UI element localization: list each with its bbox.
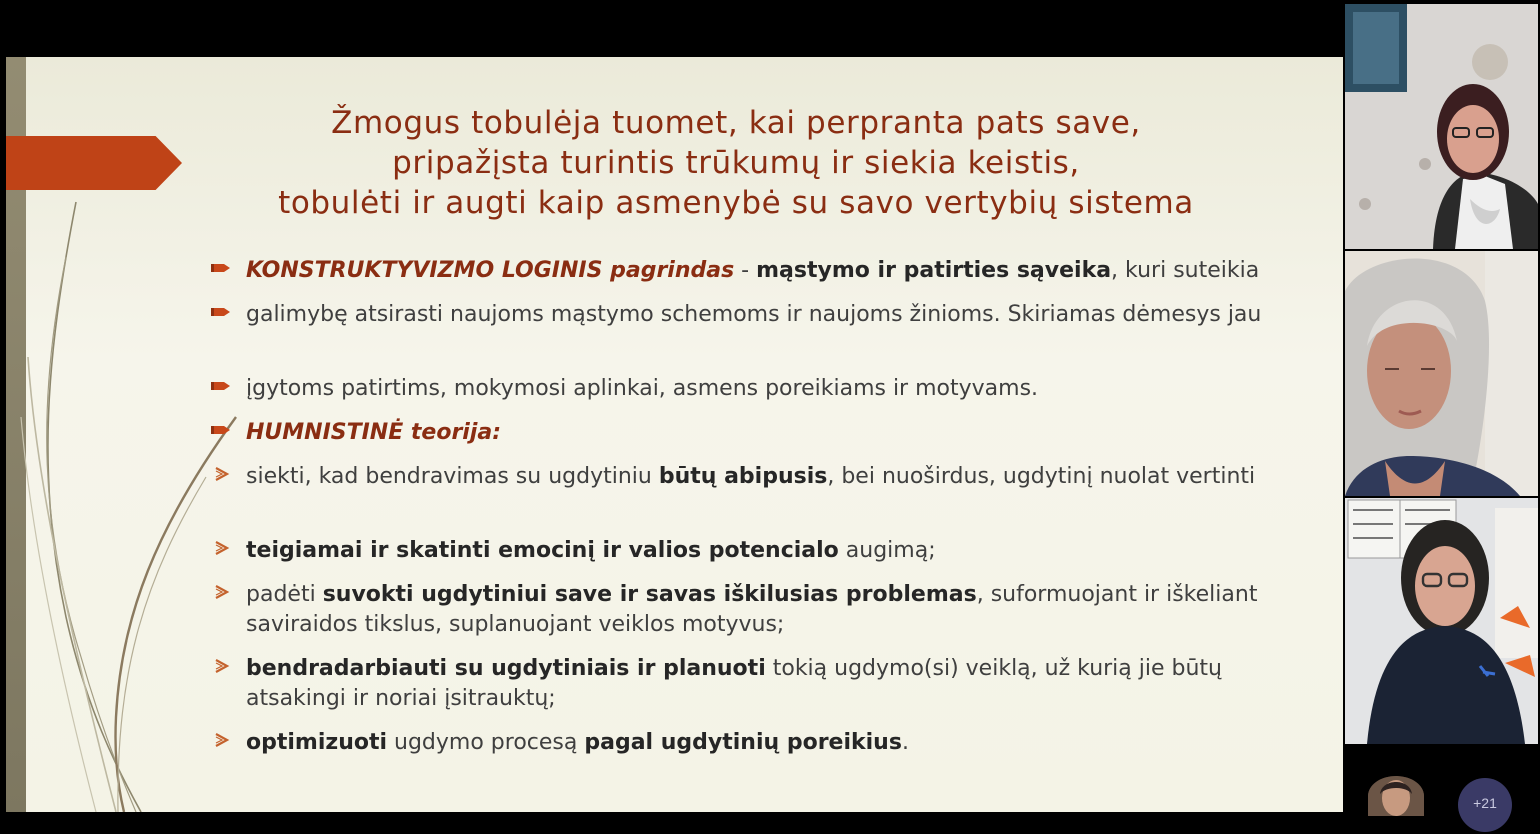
- participant-video-tile[interactable]: [1345, 498, 1538, 744]
- bullet-text-part: optimizuoti: [246, 730, 388, 755]
- bullet-text-part: ugdymo procesą: [387, 730, 585, 755]
- arrow-bullet-icon: [211, 582, 233, 602]
- bullet-item: [211, 300, 1301, 330]
- bullet-text-part: tokią ugdymo(si) veiklą, už kurią jie būtų atsakingi ir noriai įsitrauktų;: [246, 656, 1222, 711]
- pencil-bullet-icon: [211, 376, 233, 396]
- slide-title-line: pripažįsta turintis trūkumų ir siekia keistis,: [392, 145, 1080, 181]
- bullet-text: [246, 728, 1301, 758]
- bullet-item: [211, 580, 1301, 640]
- bullet-text-part: , suformuojant ir iškeliant saviraidos tikslus, suplanuojant veiklos motyvus;: [246, 582, 1258, 637]
- participant-video-3: [1345, 498, 1538, 744]
- bullet-text-part: suvokti ugdytiniui save ir savas iškilusias problemas: [322, 582, 977, 607]
- slide-bullet-list: [6, 57, 1343, 812]
- pencil-bullet-icon: [211, 258, 233, 278]
- participant-video-1: [1345, 4, 1538, 249]
- bullet-text-part: mąstymo ir patirties sąveika: [756, 258, 1112, 283]
- bullet-item: [211, 374, 1301, 404]
- bullet-text-part: pagal ugdytinių poreikius: [584, 730, 902, 755]
- bullet-text-part: teigiamai ir skatinti emocinį ir valios potencialo: [246, 538, 839, 563]
- more-participants-badge[interactable]: [1458, 778, 1512, 832]
- participant-video-tile[interactable]: [1345, 4, 1538, 249]
- bullet-item: [211, 256, 1301, 286]
- shared-slide: [6, 57, 1343, 812]
- bullet-text: [246, 462, 1301, 492]
- bullet-text-part: galimybę atsirasti naujoms mąstymo schemoms ir naujoms žinioms. Skiriamas dėmesys jau: [246, 302, 1262, 327]
- bullet-text-part: augimą;: [838, 538, 936, 563]
- arrow-bullet-icon: [211, 538, 233, 558]
- top-black-bar: [0, 0, 1343, 57]
- bullet-item: [211, 654, 1301, 714]
- bullet-text-part: .: [901, 730, 909, 755]
- bullet-text: [246, 654, 1301, 714]
- slide-title-line: tobulėti ir augti kaip asmenybė su savo vertybių sistema: [278, 185, 1194, 221]
- bullet-text-part: , kuri suteikia: [1111, 258, 1260, 283]
- pencil-bullet-icon: [211, 302, 233, 322]
- bullet-text: [246, 536, 1301, 566]
- bullet-text-part: HUMNISTINĖ teorija:: [246, 420, 502, 445]
- avatar-icon: [1368, 776, 1424, 816]
- bullet-text: [246, 300, 1301, 330]
- more-participants-count: +21: [1473, 795, 1497, 811]
- arrow-bullet-icon: [211, 730, 233, 750]
- bullet-text-part: -: [734, 258, 757, 283]
- bullet-item: [211, 536, 1301, 566]
- slide-title-line: Žmogus tobulėja tuomet, kai perpranta pats save,: [331, 105, 1141, 141]
- bullet-text-part: KONSTRUKTYVIZMO LOGINIS pagrindas: [246, 258, 735, 283]
- bullet-text-part: būtų abipusis: [658, 464, 828, 489]
- participant-video-tile[interactable]: [1345, 251, 1538, 496]
- bullet-text-part: bendradarbiauti su ugdytiniais ir planuoti: [246, 656, 766, 681]
- participant-avatar[interactable]: [1368, 776, 1424, 816]
- bullet-text: [246, 580, 1301, 640]
- pencil-bullet-icon: [211, 420, 233, 440]
- bullet-text-part: padėti: [246, 582, 323, 607]
- bullet-text-part: , bei nuoširdus, ugdytinį nuolat vertinti: [827, 464, 1256, 489]
- bullet-text: [246, 256, 1301, 286]
- bullet-text: [246, 418, 1301, 448]
- bullet-item: [211, 462, 1301, 492]
- bullet-text-part: siekti, kad bendravimas su ugdytiniu: [246, 464, 659, 489]
- participant-video-2: [1345, 251, 1538, 496]
- arrow-bullet-icon: [211, 464, 233, 484]
- bullet-item: [211, 418, 1301, 448]
- bullet-item: [211, 728, 1301, 758]
- bullet-text: [246, 374, 1301, 404]
- bullet-text-part: įgytoms patirtims, mokymosi aplinkai, asmens poreikiams ir motyvams.: [246, 376, 1039, 401]
- arrow-bullet-icon: [211, 656, 233, 676]
